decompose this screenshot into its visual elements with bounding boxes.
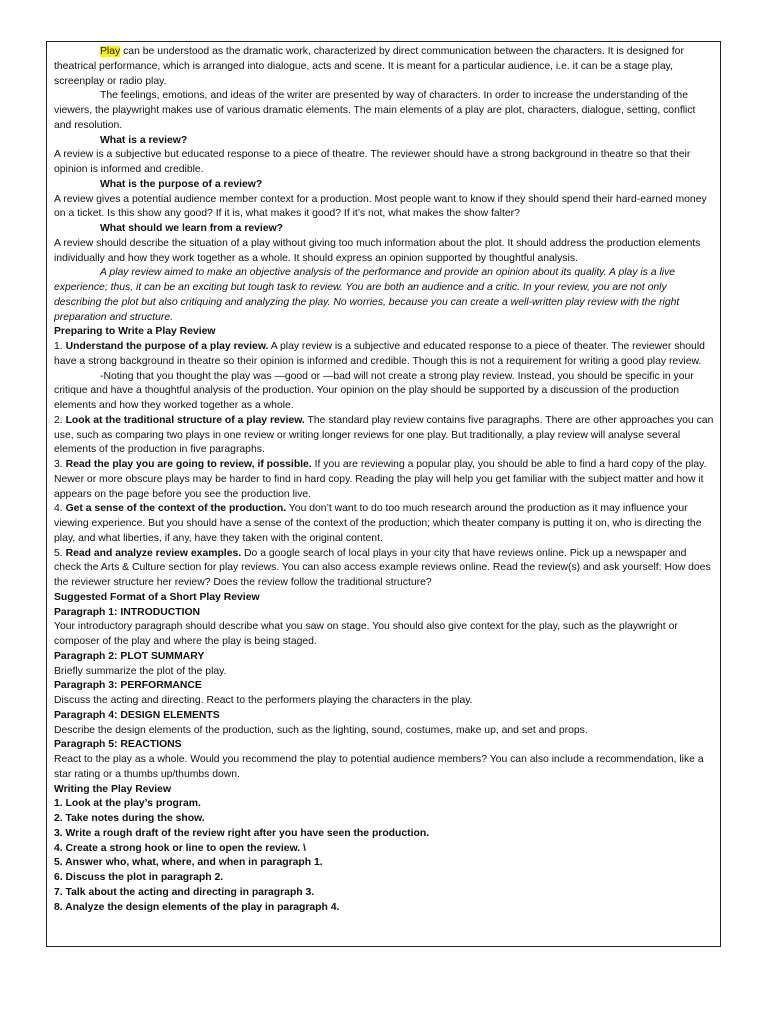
step-title: Understand the purpose of a play review.	[65, 341, 269, 352]
writing-step: 8. Analyze the design elements of the play in paragraph 4.	[54, 901, 340, 913]
prep-step	[54, 458, 714, 502]
prep-note: -Noting that you thought the play was —good or —bad will not create a strong play review. Instead, you should be specific in your critique and have a thoughtful analysis of the production. Your opinion on the play should be supported by a discussion of the production elements and how they worked together as a whole.	[54, 370, 694, 411]
step-number: 1.	[54, 341, 66, 352]
paragraph-description: Briefly summarize the plot of the play.	[54, 665, 227, 677]
writing-step: 1. Look at the play’s program.	[54, 798, 201, 810]
paragraph-description: Your introductory paragraph should describe what you saw on stage. You should also give context for the play, such as the playwright or composer of the play and where the play is being staged.	[54, 621, 678, 647]
italic-paragraph: A play review aimed to make an objective analysis of the performance and provide an opinion about its quality. A play is a live experience; thus, it can be an exciting but tough task to review. You are both an audience and a critic. In your review, you are not only describing the plot but also critiquing and analyzing the play. No worries, because you can create a well-written play review with the right preparation and structure.	[54, 267, 680, 323]
intro-text-1: can be understood as the dramatic work, characterized by direct communication between the characters. It is designed for theatrical performance, which is arranged into dialogue, acts and scene. It is meant for a particular audience, i.e. it can be a stage play, screenplay or radio play.	[54, 46, 684, 87]
step-number: 3.	[54, 459, 66, 470]
paragraph-label: Paragraph 4: DESIGN ELEMENTS	[54, 709, 220, 721]
answer-paragraph: A review should describe the situation of a play without giving too much information about the plot. It should address the production elements individually and how they work together as a whole. It should express an opinion supported by thoughtful analysis.	[54, 237, 701, 264]
paragraph-label: Paragraph 2: PLOT SUMMARY	[54, 650, 205, 662]
question-heading: What is the purpose of a review?	[100, 178, 263, 190]
step-text: If you are reviewing a popular play, you should be able to find a hard copy of the play. Newer or more obscure plays may be harder to find in hard copy. Reading the play will help you get familiar with the subject matter and how it appears on the page before you see the production live.	[54, 459, 707, 500]
section-heading: Suggested Format of a Short Play Review	[54, 591, 260, 603]
intro-paragraph-1	[54, 45, 714, 89]
step-number: 5.	[54, 547, 66, 559]
answer-paragraph: A review is a subjective but educated response to a piece of theatre. The reviewer should have a strong background in theatre so that their opinion is informed and credible.	[54, 149, 691, 175]
step-text: Do a google search of local plays in your city that have reviews online. Pick up a newspaper and check the Arts & Culture section for play reviews. You can also access example reviews online. Read the review(s) and ask yourself: How does the reviewer structure her review? Does the review follow the traditional structure?	[54, 547, 711, 588]
paragraph-description: React to the play as a whole. Would you recommend the play to potential audience members? You can also include a recommendation, like a star rating or a thumbs up/thumbs down.	[54, 754, 704, 780]
step-title: Read and analyze review examples.	[65, 547, 242, 559]
step-text: The standard play review contains five paragraphs. There are other approaches you can use, such as comparing two plays in one review or writing longer reviews for one play. But traditionally, a play review will analyse several elements of the production in five paragraphs.	[54, 414, 714, 456]
prep-step	[54, 340, 714, 370]
paragraph-description: Discuss the acting and directing. React to the performers playing the characters in the play.	[54, 695, 473, 706]
step-number: 2.	[54, 414, 66, 426]
paragraph-description: Describe the design elements of the production, such as the lighting, sound, costumes, make up, and set and props.	[54, 724, 588, 736]
section-heading: Writing the Play Review	[54, 783, 172, 795]
step-text: You don’t want to do too much research around the production as it may influence your viewing experience. But you should have a sense of the context of the production; which theater company is putting it on, who is directing the play, and what liberties, if any, have they taken with the original content.	[54, 503, 702, 544]
paragraph-label: Paragraph 5: REACTIONS	[54, 739, 182, 751]
writing-step: 3. Write a rough draft of the review right after you have seen the production.	[54, 827, 430, 839]
writing-step: 4. Create a strong hook or line to open the review. \	[54, 842, 306, 854]
step-title: Read the play you are going to review, if possible.	[65, 459, 312, 470]
prep-step	[54, 414, 714, 458]
prep-step	[54, 502, 714, 546]
highlighted-word: Play	[100, 46, 121, 57]
step-title: Get a sense of the context of the production.	[65, 503, 287, 515]
writing-step: 5. Answer who, what, where, and when in paragraph 1.	[54, 857, 323, 869]
step-title: Look at the traditional structure of a play review.	[65, 414, 305, 426]
document-page	[46, 41, 721, 947]
writing-step: 2. Take notes during the show.	[54, 813, 205, 824]
paragraph-label: Paragraph 3: PERFORMANCE	[54, 680, 202, 692]
writing-step: 6. Discuss the plot in paragraph 2.	[54, 872, 224, 883]
paragraph-label: Paragraph 1: INTRODUCTION	[54, 606, 201, 618]
step-number: 4.	[54, 503, 66, 515]
question-heading: What should we learn from a review?	[100, 223, 284, 234]
question-heading: What is a review?	[100, 134, 188, 146]
step-text: A play review is a subjective and educated response to a piece of theater. The reviewer should have a strong background in theatre so their opinion is informed and credible. Though this is not a requirement for writing a good play review.	[54, 341, 705, 367]
writing-step: 7. Talk about the acting and directing in paragraph 3.	[54, 886, 315, 898]
intro-paragraph-2: The feelings, emotions, and ideas of the writer are presented by way of characters. In order to increase the understanding of the viewers, the playwright makes use of various dramatic elements. The main elements of a play are plot, characters, dialogue, setting, conflict and resolution.	[54, 90, 696, 131]
answer-paragraph: A review gives a potential audience member context for a production. Most people want to know if they should spend their hard-earned money on a ticket. Is this show any good? If it is, what makes it good? If it’s not, what makes the show falter?	[54, 193, 707, 220]
prep-step	[54, 547, 714, 591]
section-heading: Preparing to Write a Play Review	[54, 326, 216, 338]
